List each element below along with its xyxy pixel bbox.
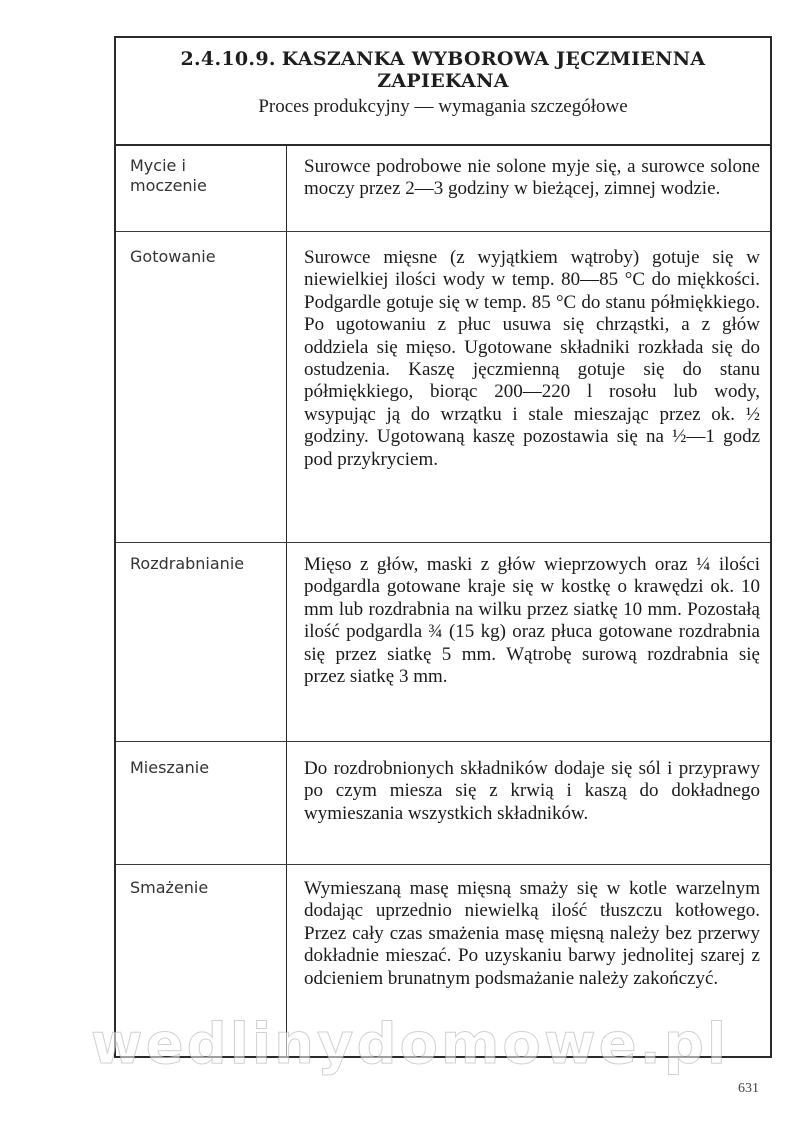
row-divider bbox=[116, 741, 770, 742]
row-divider bbox=[116, 231, 770, 232]
step-name: Gotowanie bbox=[130, 247, 216, 266]
step-name: Smażenie bbox=[130, 878, 209, 897]
document-header bbox=[116, 38, 770, 146]
step-name: Rozdrabnianie bbox=[130, 554, 245, 573]
page-title bbox=[116, 48, 770, 92]
step-description: Surowce podrobowe nie solone myje się, a surowce solone moczy przez 2—3 godziny w bieżącej, zimnej wodzie. bbox=[304, 156, 760, 200]
column-divider bbox=[286, 146, 287, 1058]
row-divider bbox=[116, 542, 770, 543]
step-description: Surowce mięsne (z wyjątkiem wątroby) gotuje się w niewielkiej ilości wody w temp. 80—85 °C do miękkości. Podgardle gotuje się w temp. 85 °C do stanu półmiękkiego. Po ugotowaniu z płuc usuwa się chrząstki, a z głów oddziela się mięso. Ugotowane składniki rozkłada się do ostudzenia. Kaszę jęczmienną gotuje się do stanu półmiękkiego, biorąc 200—220 l rosołu lub wody, wsypując ją do wrzątku i stale mieszając przez ok. ½ godziny. Ugotowaną kaszę pozostawia się na ½—1 godz pod przykryciem. bbox=[304, 247, 760, 470]
section-title: KASZANKA WYBOROWA JĘCZMIENNA ZAPIEKANA bbox=[281, 48, 706, 92]
step-name: Mycie i moczenie bbox=[130, 156, 207, 195]
step-description: Wymieszaną masę mięsną smaży się w kotle warzelnym dodając uprzednio niewielką ilość tłuszczu kotłowego. Przez cały czas smażenia masę mięsną należy bez przerwy dokładnie mieszać. Po uzyskaniu barwy jednolitej szarej z odcieniem brunatnym podsmażanie należy zakończyć. bbox=[304, 878, 760, 989]
page-number: 631 bbox=[738, 1081, 759, 1096]
watermark: wedlinydomowe.pl bbox=[90, 1012, 730, 1077]
section-number: 2.4.10.9. bbox=[180, 48, 276, 70]
row-divider bbox=[116, 864, 770, 865]
document-table-frame bbox=[114, 36, 772, 1058]
step-description: Do rozdrobnionych składników dodaje się sól i przyprawy po czym miesza się z krwią i kaszą do dokładnego wymieszania wszystkich składników. bbox=[304, 758, 760, 824]
step-description: Mięso z głów, maski z głów wieprzowych oraz ¼ ilości podgardla gotowane kraje się w kostkę o krawędzi ok. 10 mm lub rozdrabnia na wilku przez siatkę 10 mm. Pozostałą ilość podgardla ¾ (15 kg) oraz płuca gotowane rozdrabnia się przez siatkę 5 mm. Wątrobę surową rozdrabnia się przez siatkę 3 mm. bbox=[304, 554, 760, 688]
step-name: Mieszanie bbox=[130, 758, 210, 777]
page-subtitle: Proces produkcyjny — wymagania szczegółowe bbox=[258, 96, 628, 117]
